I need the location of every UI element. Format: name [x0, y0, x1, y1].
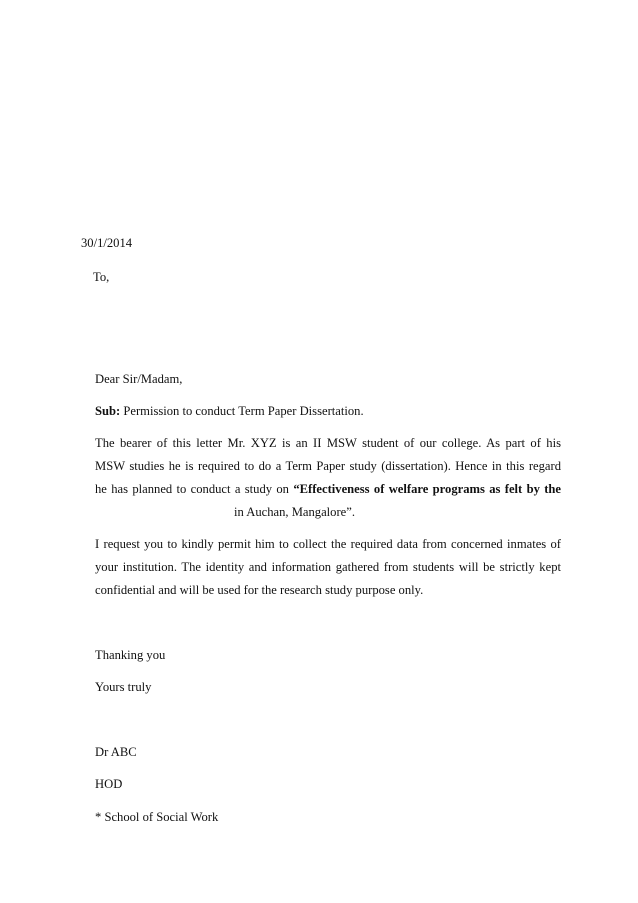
paragraph-1-line-3: [95, 483, 561, 496]
paragraph-1-line-3-text: he has planned to conduct a study on: [95, 482, 294, 496]
letter-salutation: Dear Sir/Madam,: [95, 372, 183, 386]
paragraph-1-line-4: in Auchan, Mangalore”.: [234, 505, 355, 519]
paragraph-1-line-1: The bearer of this letter Mr. XYZ is an II MSW student of our college. As part of his: [95, 436, 561, 450]
signatory-department: * School of Social Work: [95, 810, 219, 824]
paragraph-2-line-1: I request you to kindly permit him to collect the required data from concerned inmates of: [95, 537, 561, 551]
closing-thanks: Thanking you: [95, 648, 166, 662]
subject-text: Permission to conduct Term Paper Dissertation.: [120, 404, 364, 418]
subject-label: Sub:: [95, 404, 121, 418]
study-title: “Effectiveness of welfare programs as felt by the: [293, 482, 561, 496]
signatory-title: HOD: [95, 777, 123, 791]
letter-subject: [95, 405, 364, 418]
paragraph-1-line-2: MSW studies he is required to do a Term Paper study (dissertation). Hence in this regard: [95, 459, 561, 473]
letter-addressee: To,: [93, 270, 110, 284]
letter-date: 30/1/2014: [81, 236, 133, 250]
paragraph-2-line-3: confidential and will be used for the research study purpose only.: [95, 583, 424, 597]
closing-yours-truly: Yours truly: [95, 680, 152, 694]
signatory-name: Dr ABC: [95, 745, 137, 759]
paragraph-2-line-2: your institution. The identity and information gathered from students will be strictly kept: [95, 560, 561, 574]
